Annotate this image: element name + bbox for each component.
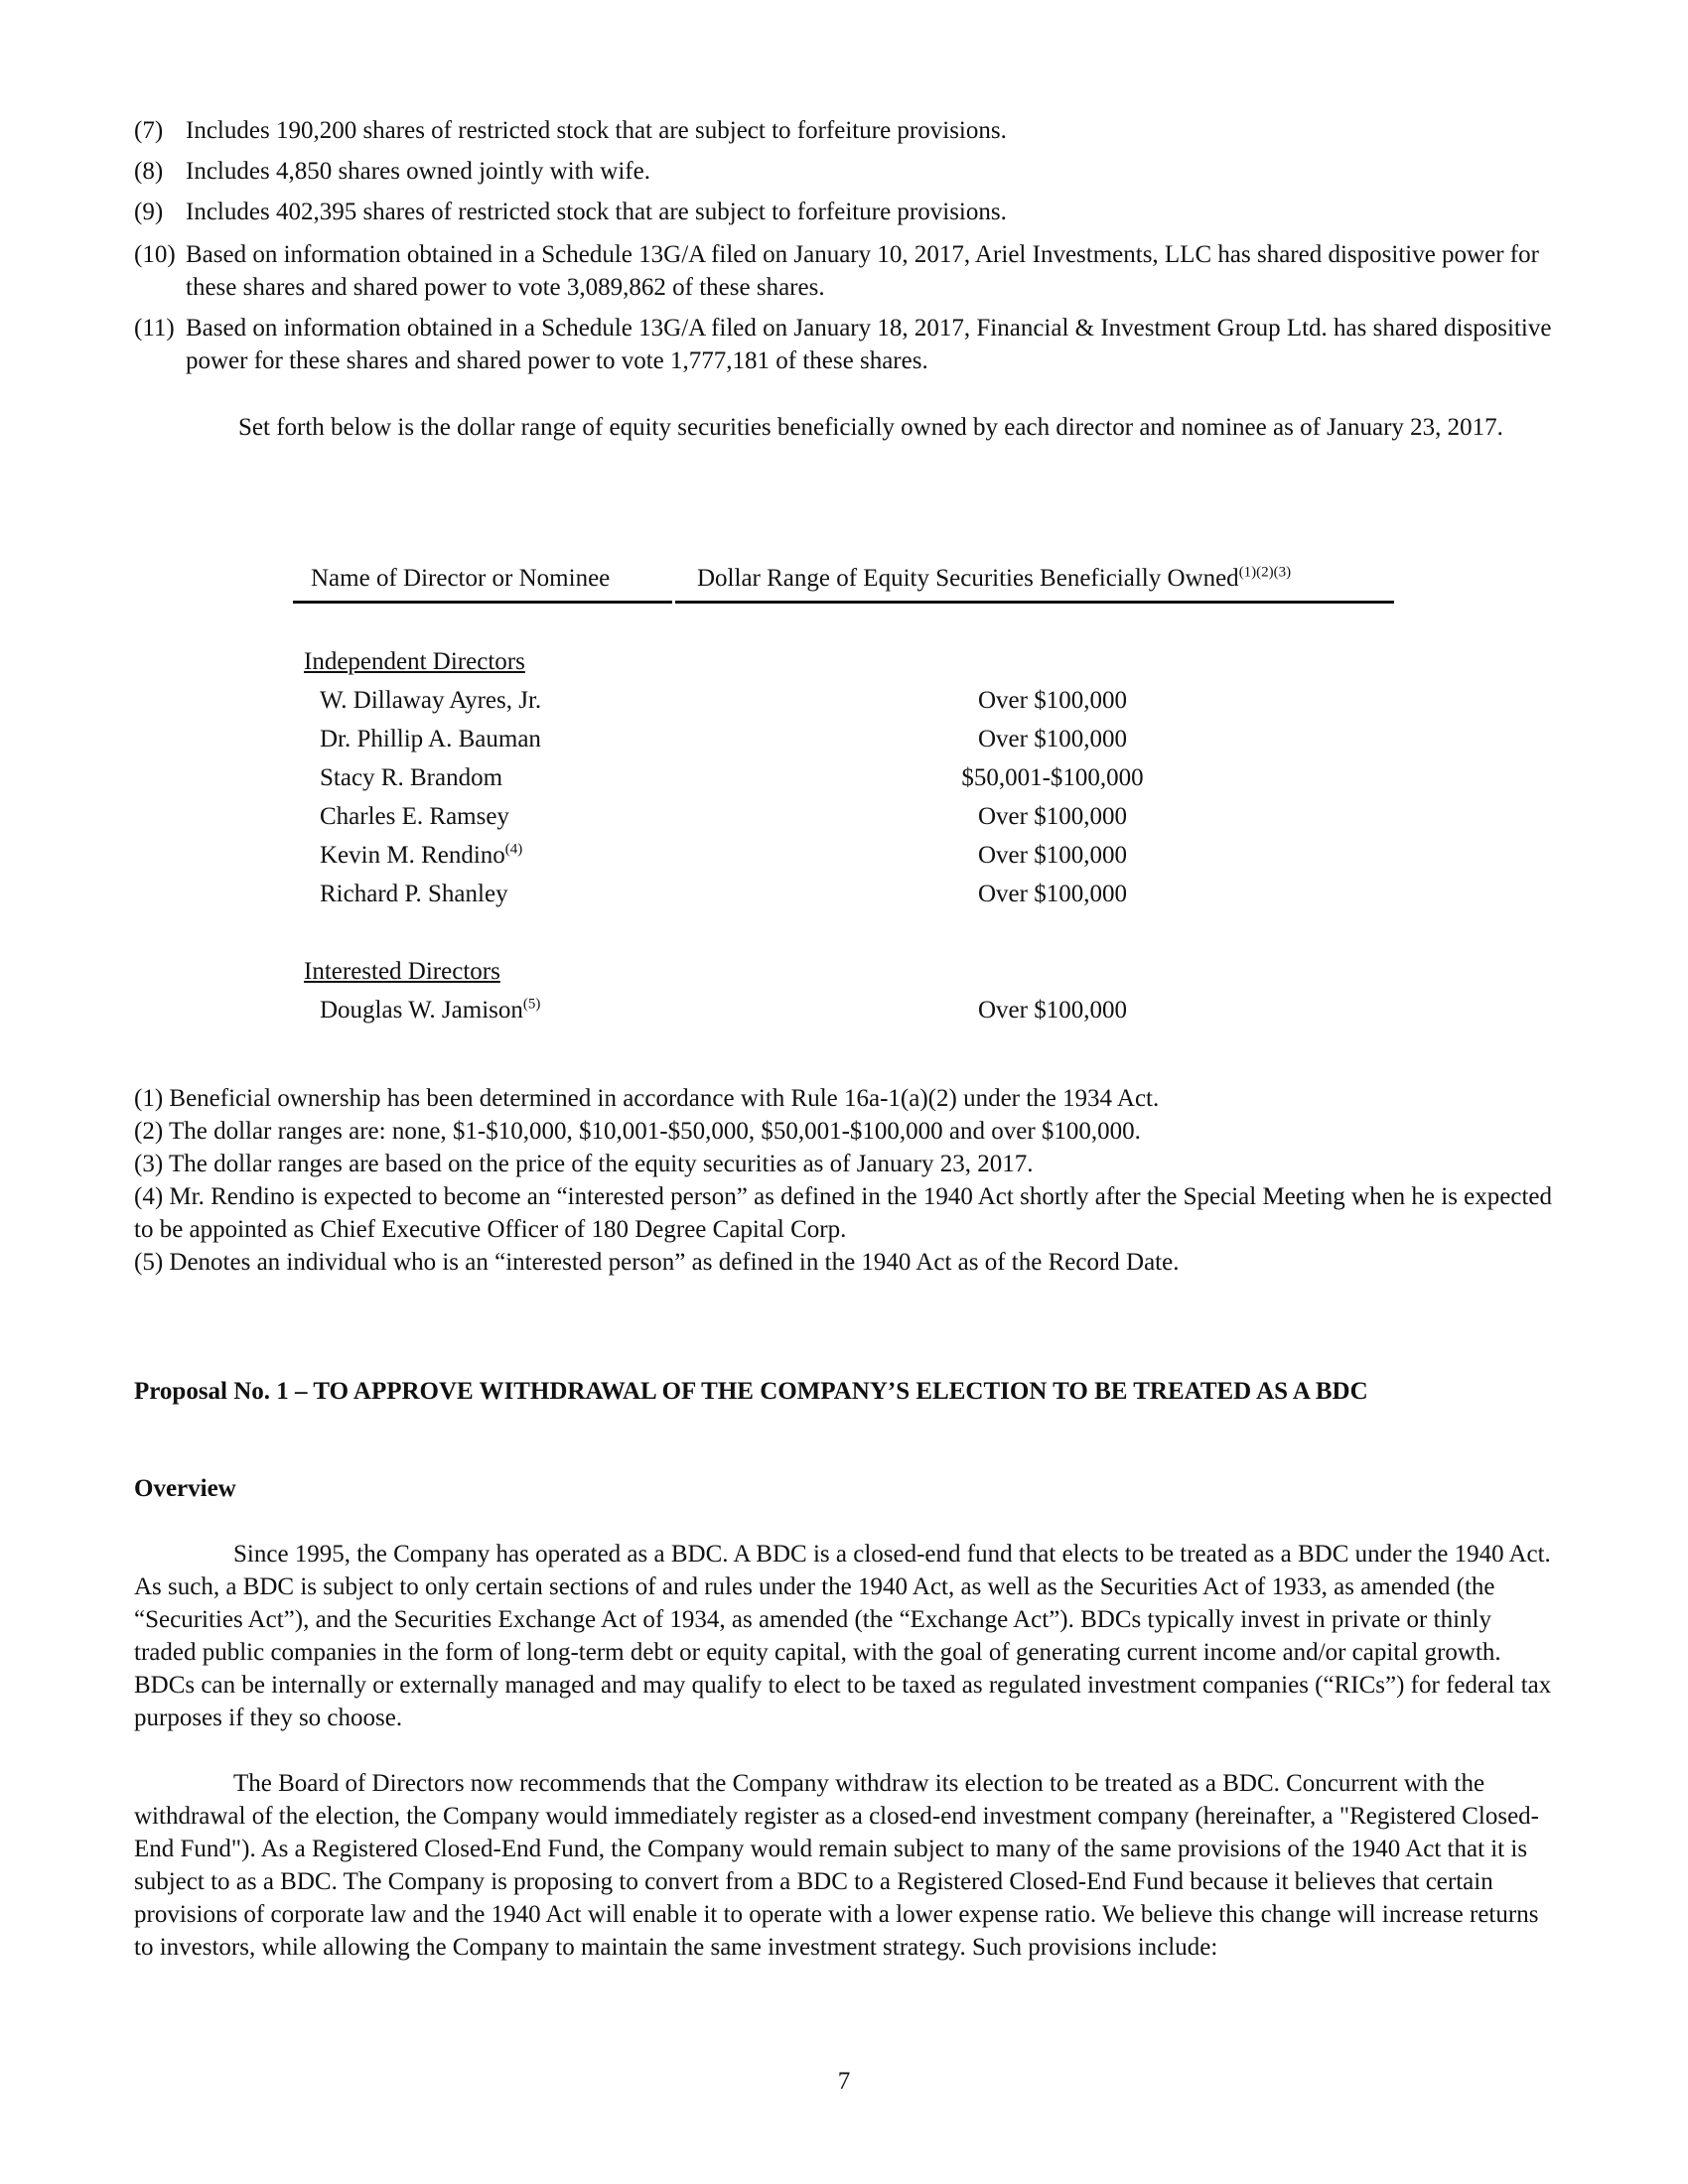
body-paragraph-1: Since 1995, the Company has operated as a BDC. A BDC is a closed-end fund that elects to be treated as a BDC under the 1940 Act. As such, a BDC is subject to only certain sections of and rules under the 1940 Act, as well as the Securities Act of 1933, as amended (the “Securities Act”), and the Securities Exchange Act of 1934, as amended (the “Exchange Act”). BDCs typically invest in private or thinly traded public companies in the form of long-term debt or equity capital, with the goal of generating current income and/or capital growth. BDCs can be internally or externally managed and may qualify to elect to be taxed as regulated investment companies (“RICs”) for federal tax purposes if they so choose. (134, 1541, 1552, 1731)
director-dollar-range: Over $100,000 (978, 842, 1127, 869)
director-name: Kevin M. Rendino$^{(4)}$ (320, 841, 523, 869)
footnote-number: (11) (134, 315, 175, 341)
director-name: Douglas W. Jamison$^{(5)}$ (320, 996, 541, 1024)
table-note-2: (2) The dollar ranges are: none, $1-$10,000, $10,001-$50,000, $50,001-$100,000 and over $100,000. (134, 1118, 1141, 1145)
table-header-footnote-ref: (1)(2)(3) (1238, 564, 1292, 581)
director-dollar-range: Over $100,000 (978, 997, 1127, 1024)
header-underline-range (675, 601, 1394, 604)
footnote-text: Based on information obtained in a Schedule 13G/A filed on January 10, 2017, Ariel Investments, LLC has shared dispositive power for these shares and shared power to vote 3,089,862 of these shares. (186, 241, 1539, 301)
footnote-text: Includes 190,200 shares of restricted stock that are subject to forfeiture provisions. (186, 117, 1007, 144)
director-name: Stacy R. Brandom (320, 764, 503, 791)
footnote-text: Includes 4,850 shares owned jointly with wife. (186, 158, 650, 185)
proposal-heading: Proposal No. 1 – TO APPROVE WITHDRAWAL OF THE COMPANY’S ELECTION TO BE TREATED AS A BDC (134, 1378, 1368, 1405)
director-dollar-range: Over $100,000 (978, 687, 1127, 714)
section-label-independent: Independent Directors (304, 648, 525, 675)
footnote-ref: (5) (522, 996, 541, 1013)
overview-heading: Overview (134, 1475, 236, 1502)
section-label-interested: Interested Directors (304, 958, 500, 985)
table-header-range-text: Dollar Range of Equity Securities Beneficially Owned (697, 565, 1239, 592)
intro-paragraph: Set forth below is the dollar range of equity securities beneficially owned by each director and nominee as of January 23, 2017. (238, 414, 1503, 441)
body-paragraph-2: The Board of Directors now recommends that the Company withdraw its election to be treated as a BDC. Concurrent with the withdrawal of the election, the Company would immediately register as a closed-end investment company (hereinafter, a "Registered Closed-End Fund"). As a Registered Closed-End Fund, the Company would remain subject to many of the same provisions of the 1940 Act that it is subject to as a BDC. The Company is proposing to convert from a BDC to a Registered Closed-End Fund because it believes that certain provisions of corporate law and the 1940 Act will enable it to operate with a lower expense ratio. We believe this change will increase returns to investors, while allowing the Company to maintain the same investment strategy. Such provisions include: (134, 1770, 1540, 1961)
footnote-number: (8) (134, 158, 164, 185)
director-dollar-range: Over $100,000 (978, 726, 1127, 752)
footnote-text: Based on information obtained in a Schedule 13G/A filed on January 18, 2017, Financial & Investment Group Ltd. has shared dispositive power for these shares and shared power to vote 1,777,181 of these shares. (186, 315, 1552, 374)
table-note-3: (3) The dollar ranges are based on the price of the equity securities as of January 23, 2017. (134, 1151, 1034, 1177)
director-dollar-range: $50,001-$100,000 (961, 764, 1144, 791)
footnote-ref: (4) (504, 841, 523, 858)
table-header-range (697, 562, 1291, 595)
director-name: Dr. Phillip A. Bauman (320, 726, 541, 752)
footnote-text: Includes 402,395 shares of restricted stock that are subject to forfeiture provisions. (186, 199, 1007, 225)
director-name: W. Dillaway Ayres, Jr. (320, 687, 542, 714)
table-header-name: Name of Director or Nominee (311, 565, 611, 592)
footnote-number: (7) (134, 117, 164, 144)
footnote-number: (10) (134, 241, 176, 268)
footnote-11 (134, 312, 1554, 377)
header-underline-name (293, 601, 672, 604)
footnote-9 (134, 196, 1554, 228)
footnote-7 (134, 114, 1554, 147)
director-name: Charles E. Ramsey (320, 803, 509, 830)
footnote-10 (134, 238, 1554, 304)
director-name: Richard P. Shanley (320, 881, 508, 907)
table-note-1: (1) Beneficial ownership has been determined in accordance with Rule 16a-1(a)(2) under the 1934 Act. (134, 1085, 1160, 1112)
director-dollar-range: Over $100,000 (978, 881, 1127, 907)
director-dollar-range: Over $100,000 (978, 803, 1127, 830)
footnote-number: (9) (134, 199, 164, 225)
table-note-5: (5) Denotes an individual who is an “interested person” as defined in the 1940 Act as of the Record Date. (134, 1249, 1180, 1276)
page-number: 7 (837, 2068, 851, 2095)
table-note-4: (4) Mr. Rendino is expected to become an “interested person” as defined in the 1940 Act shortly after the Special Meeting when he is expected to be appointed as Chief Executive Officer of 180 Degree Capital Corp. (134, 1183, 1553, 1243)
footnote-8 (134, 155, 1554, 188)
